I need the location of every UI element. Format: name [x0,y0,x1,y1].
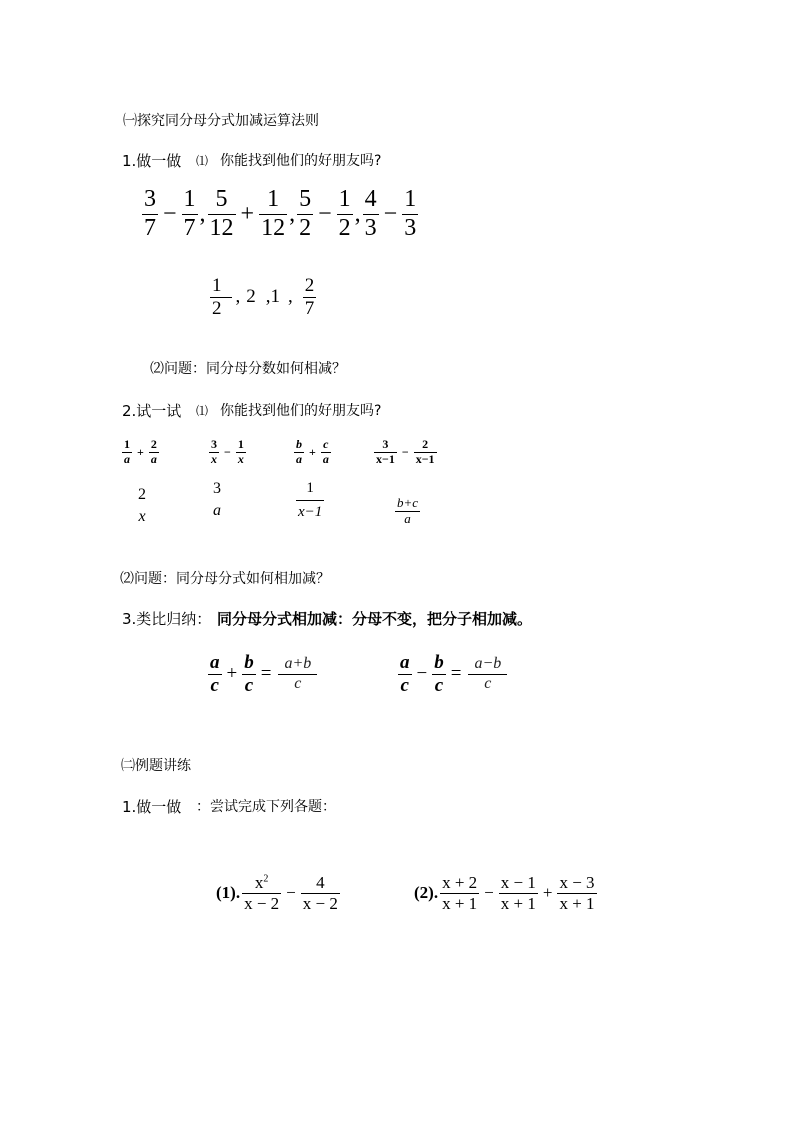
step1-answer-row: $\frac{1}{2}$ , 2 , 1 , $\frac{2}{7}$ [212,275,315,319]
step2-question: 你能找到他们的好朋友吗? [220,403,382,419]
step1-question-number: ⑴ [196,154,209,168]
fraction: $\frac{1}{12}$ [261,186,286,241]
step2-answer-2: 3 a [213,480,221,520]
step2-question2: ⑵问题：同分母分式如何相加减？ [120,571,330,587]
example-step1-text: ：尝试完成下列各题： [196,799,336,815]
fraction: $\frac{1}{2}$ [338,186,351,241]
step2-expression-3: $\frac{b}{a}$ + $\frac{c}{a}$ [296,437,329,466]
step1-label: 1.做一做 [122,152,182,170]
section2-heading: ㈡例题讲练 [121,758,191,774]
fraction: $\frac{4}{3}$ [364,186,377,241]
fraction: $\frac{1}{7}$ [183,186,196,241]
step2-answer-4: $\frac{b+c}{a}$ [397,496,419,526]
step2-label: 2.试一试 [122,402,182,420]
step2-answer-1: 2 x [138,486,146,526]
fraction: $\frac{5}{12}$ [209,186,234,241]
step3-label: 3.类比归纳： [122,610,212,628]
step2-expression-2: $\frac{3}{x}$ − $\frac{1}{x}$ [211,437,244,466]
fraction: $\frac{1}{2}$ [210,275,224,320]
fraction: $\frac{1}{3}$ [404,186,417,241]
section1-heading: ㈠探究同分母分式加减运算法则 [123,113,319,129]
step2-expression-4: $\frac{3}{x-1}$ − $\frac{2}{x-1}$ [376,437,435,466]
step1-question2: ⑵问题：同分母分数如何相减？ [150,361,346,377]
step3-rule: 同分母分式相加减：分母不变，把分子相加减。 [217,610,533,628]
fraction: $\frac{2}{7}$ [304,275,315,319]
step2-question-number: ⑴ [196,404,209,418]
example-step1-label: 1.做一做 [122,798,182,816]
fraction: $\frac{5}{2}$ [299,186,312,241]
step1-expression-row: $\frac{3}{7}$ − $\frac{1}{7}$ , $\frac{5}{12}$ + $\frac{1}{12}$ , $\frac{5}{2}$ − $\frac{1}{2}$ , $\frac{4}{3}$ − $\frac{1}{3}$ [144,186,417,241]
formula-subtraction: $\frac{a}{c}$ − $\frac{b}{c}$ = $\frac{a-b}{c}$ [396,652,509,697]
step2-expression-1: $\frac{1}{a}$ + $\frac{2}{a}$ [124,437,157,466]
step2-answer-3: $\frac{1}{x-1}$ [298,480,323,521]
fraction: $\frac{3}{7}$ [144,186,156,241]
problem-2: (2). $\frac{x + 2}{x + 1}$ − $\frac{x - 1}{x + 1}$ + $\frac{x - 3}{x + 1}$ [414,873,595,913]
step1-question: 你能找到他们的好朋友吗? [220,153,382,169]
problem-1: (1). $\frac{x^2}{x - 2}$ − $\frac{4}{x - 2}$ [216,873,338,913]
formula-addition: $\frac{a}{c}$ + $\frac{b}{c}$ = $\frac{a+b}{c}$ [206,652,319,697]
